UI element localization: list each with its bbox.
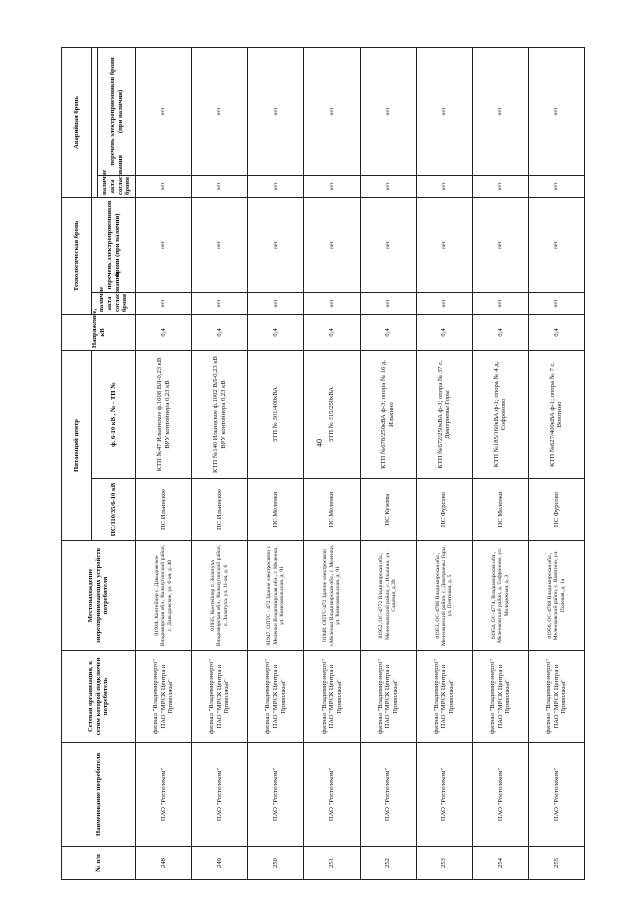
cell-location: 01952, ОС-4772 Владимирская обл., Меленковский район, с. Илькино, ул. Садовая, д.39	[360, 541, 416, 651]
cell-ps: ПС Ильинское	[136, 479, 192, 541]
cell-num: 249	[192, 847, 248, 880]
cell-tech-list: нет	[248, 197, 304, 292]
cell-voltage: 0,4	[136, 314, 192, 350]
header-supply-center: Питающий центр	[62, 350, 92, 540]
cell-network: филиал "Владимирэнерго" ПАО "МРСК Центра и Приволжья"	[248, 651, 304, 743]
header-feeder-tp: ф. 6-10 кВ , № - ТП №	[92, 350, 136, 478]
cell-feeder: КТП №678/250кВА ф-3; опора № 16 д. Илькино	[360, 350, 416, 478]
table-row	[528, 47, 584, 879]
cell-em-list: нет	[248, 47, 304, 175]
cell-em-list: нет	[360, 47, 416, 175]
cell-tech-act: нет	[304, 292, 360, 314]
cell-num: 250	[248, 847, 304, 880]
cell-tech-list: нет	[416, 197, 472, 292]
cell-tech-act: нет	[136, 292, 192, 314]
table-body	[136, 47, 585, 879]
cell-num: 252	[360, 847, 416, 880]
table-row	[136, 47, 192, 879]
header-voltage: Напряжение, кВ	[62, 314, 136, 350]
cell-em-act: нет	[528, 175, 584, 197]
cell-consumer: ПАО "Ростелеком"	[416, 743, 472, 847]
cell-consumer: ПАО "Ростелеком"	[304, 743, 360, 847]
header-tech-act: наличие акта согласования брони	[92, 292, 136, 314]
cell-em-list: нет	[472, 47, 528, 175]
header-em-list: перечень электроприемников брони (при наличии)	[98, 47, 136, 175]
cell-feeder: ЗТП № 301/400кВА	[248, 350, 304, 478]
cell-em-act: нет	[360, 175, 416, 197]
cell-location: 01954, ОС-4774, Владимирская обл., Меленковский район, д. Софроново, ул. Молодежная, д. 3	[472, 541, 528, 651]
cell-tech-list: нет	[192, 197, 248, 292]
header-location: Местонахождение энергопринимающих устройств потребителя	[62, 541, 136, 651]
rotated-table-container	[61, 48, 585, 880]
cell-feeder: КТП №47 Ильинское ф.1008 ВЛ-0,23 кВ ВРУ контейнера 0,23 кВ	[136, 350, 192, 478]
cell-location: 01935, Контейнер п. Золотуха Владимирская обл., Кольчугинский район, п. Золотуха, ул. 11-ая, д. 6	[192, 541, 248, 651]
cell-feeder: КТП №672/250кВА ф-3; опора № 37 с. Дмитриевы Горы	[416, 350, 472, 478]
cell-feeder: КТП №627/400кВА ф-1; опора № 7 с. Воютино	[528, 350, 584, 478]
cell-num: 255	[528, 847, 584, 880]
cell-network: филиал "Владимирэнерго" ПАО "МРСК Центра и Приволжья"	[416, 651, 472, 743]
cell-location: 01956, ОС-4768 Владимирская обл., Меленковский район, с. Воютино, ул. Полевая, д. 1а	[528, 541, 584, 651]
cell-tech-list: нет	[472, 197, 528, 292]
cell-voltage: 0,4	[248, 314, 304, 350]
header-tech-list: перечень электроприемников брони (при наличии)	[92, 197, 136, 292]
cell-network: филиал "Владимирэнерго" ПАО "МРСК Центра и Приволжья"	[304, 651, 360, 743]
cell-em-list: нет	[416, 47, 472, 175]
cell-feeder: КТП №140 Ильинское ф.1002 ВЛ-0,23 кВ ВРУ контейнера 0,23 кВ	[192, 350, 248, 478]
cell-ps: ПС Ильинское	[192, 479, 248, 541]
cell-location: 01947, ОПТС - 472 Здание электросвязи г. Меленки Владимирская обл., г. Меленки, ул. Комсомольская, д. 91	[248, 541, 304, 651]
cell-em-act: нет	[248, 175, 304, 197]
cell-em-list: нет	[528, 47, 584, 175]
cell-num: 253	[416, 847, 472, 880]
cell-network: филиал "Владимирэнерго" ПАО "МРСК Центра и Приволжья"	[360, 651, 416, 743]
header-tech-reserve: Технологическая бронь	[62, 197, 92, 314]
cell-voltage: 0,4	[360, 314, 416, 350]
cell-consumer: ПАО "Ростелеком"	[528, 743, 584, 847]
cell-network: филиал "Владимирэнерго" ПАО "МРСК Центра и Приволжья"	[528, 651, 584, 743]
cell-network: филиал "Владимирэнерго" ПАО "МРСК Центра и Приволжья"	[136, 651, 192, 743]
header-row-1	[62, 47, 92, 879]
cell-ps: ПС Фурсово	[416, 479, 472, 541]
cell-tech-list: нет	[528, 197, 584, 292]
cell-consumer: ПАО "Ростелеком"	[248, 743, 304, 847]
cell-em-act: нет	[136, 175, 192, 197]
cell-tech-list: нет	[136, 197, 192, 292]
cell-num: 251	[304, 847, 360, 880]
cell-tech-act: нет	[360, 292, 416, 314]
header-consumer: Наименование потребителя	[62, 743, 136, 847]
cell-location: 01953, ОС-4766 Владимирская обл., Меленковский район, с. Дмитриевы Горы, ул. Почтовая, д. 5	[416, 541, 472, 651]
cell-network: филиал "Владимирэнерго" ПАО "МРСК Центра и Приволжья"	[472, 651, 528, 743]
table-row	[248, 47, 304, 879]
cell-network: филиал "Владимирэнерго" ПАО "МРСК Центра и Приволжья"	[192, 651, 248, 743]
cell-tech-act: нет	[192, 292, 248, 314]
page-number: 40	[315, 439, 324, 447]
cell-voltage: 0,4	[528, 314, 584, 350]
cell-tech-act: нет	[248, 292, 304, 314]
cell-voltage: 0,4	[192, 314, 248, 350]
cell-voltage: 0,4	[304, 314, 360, 350]
cell-ps: ПС Меленки	[472, 479, 528, 541]
cell-ps: ПС Меленки	[304, 479, 360, 541]
cell-consumer: ПАО "Ростелеком"	[360, 743, 416, 847]
cell-ps: ПС Куземы	[360, 479, 416, 541]
cell-em-list: нет	[304, 47, 360, 175]
cell-tech-list: нет	[360, 197, 416, 292]
cell-consumer: ПАО "Ростелеком"	[472, 743, 528, 847]
cell-em-act: нет	[304, 175, 360, 197]
cell-location: 01948, ОПТС-472 Здание электросвязи г.Меленки Владимирская обл., г. Меленки, ул. Комсомольская, д. 91	[304, 541, 360, 651]
cell-consumer: ПАО "Ростелеком"	[136, 743, 192, 847]
cell-feeder: ЗТП № 315/250кВА	[304, 350, 360, 478]
header-ps: ПС/110/35/6-10 кВ	[92, 479, 136, 541]
header-em-act: наличие акта согласования брони	[98, 175, 136, 197]
table-row	[472, 47, 528, 879]
cell-voltage: 0,4	[472, 314, 528, 350]
table-row	[360, 47, 416, 879]
cell-feeder: КТП №185/160кВА ф-1; опора № 4 д. Софроново	[472, 350, 528, 478]
cell-ps: ПС Меленки	[248, 479, 304, 541]
header-emergency-reserve: Аварийная бронь	[62, 47, 92, 197]
cell-location: 01934, Контейнер с. Давыдовское Владимирская обл., Кольчугинский район, с. Давыдовское, ул. 6-ая, д. 40	[136, 541, 192, 651]
cell-tech-act: нет	[416, 292, 472, 314]
cell-num: 248	[136, 847, 192, 880]
table-row	[304, 47, 360, 879]
cell-tech-act: нет	[528, 292, 584, 314]
cell-voltage: 0,4	[416, 314, 472, 350]
cell-tech-list: нет	[304, 197, 360, 292]
cell-tech-act: нет	[472, 292, 528, 314]
cell-em-list: нет	[192, 47, 248, 175]
cell-em-list: нет	[136, 47, 192, 175]
table-row	[192, 47, 248, 879]
cell-em-act: нет	[192, 175, 248, 197]
cell-em-act: нет	[416, 175, 472, 197]
header-num: № п/п	[62, 847, 136, 880]
header-network-org: Сетевая организация, к сетям которой подключен потребитель	[62, 651, 136, 743]
cell-consumer: ПАО "Ростелеком"	[192, 743, 248, 847]
consumers-table	[61, 47, 585, 880]
table-row	[416, 47, 472, 879]
cell-em-act: нет	[472, 175, 528, 197]
cell-ps: ПС Фурсово	[528, 479, 584, 541]
cell-num: 254	[472, 847, 528, 880]
